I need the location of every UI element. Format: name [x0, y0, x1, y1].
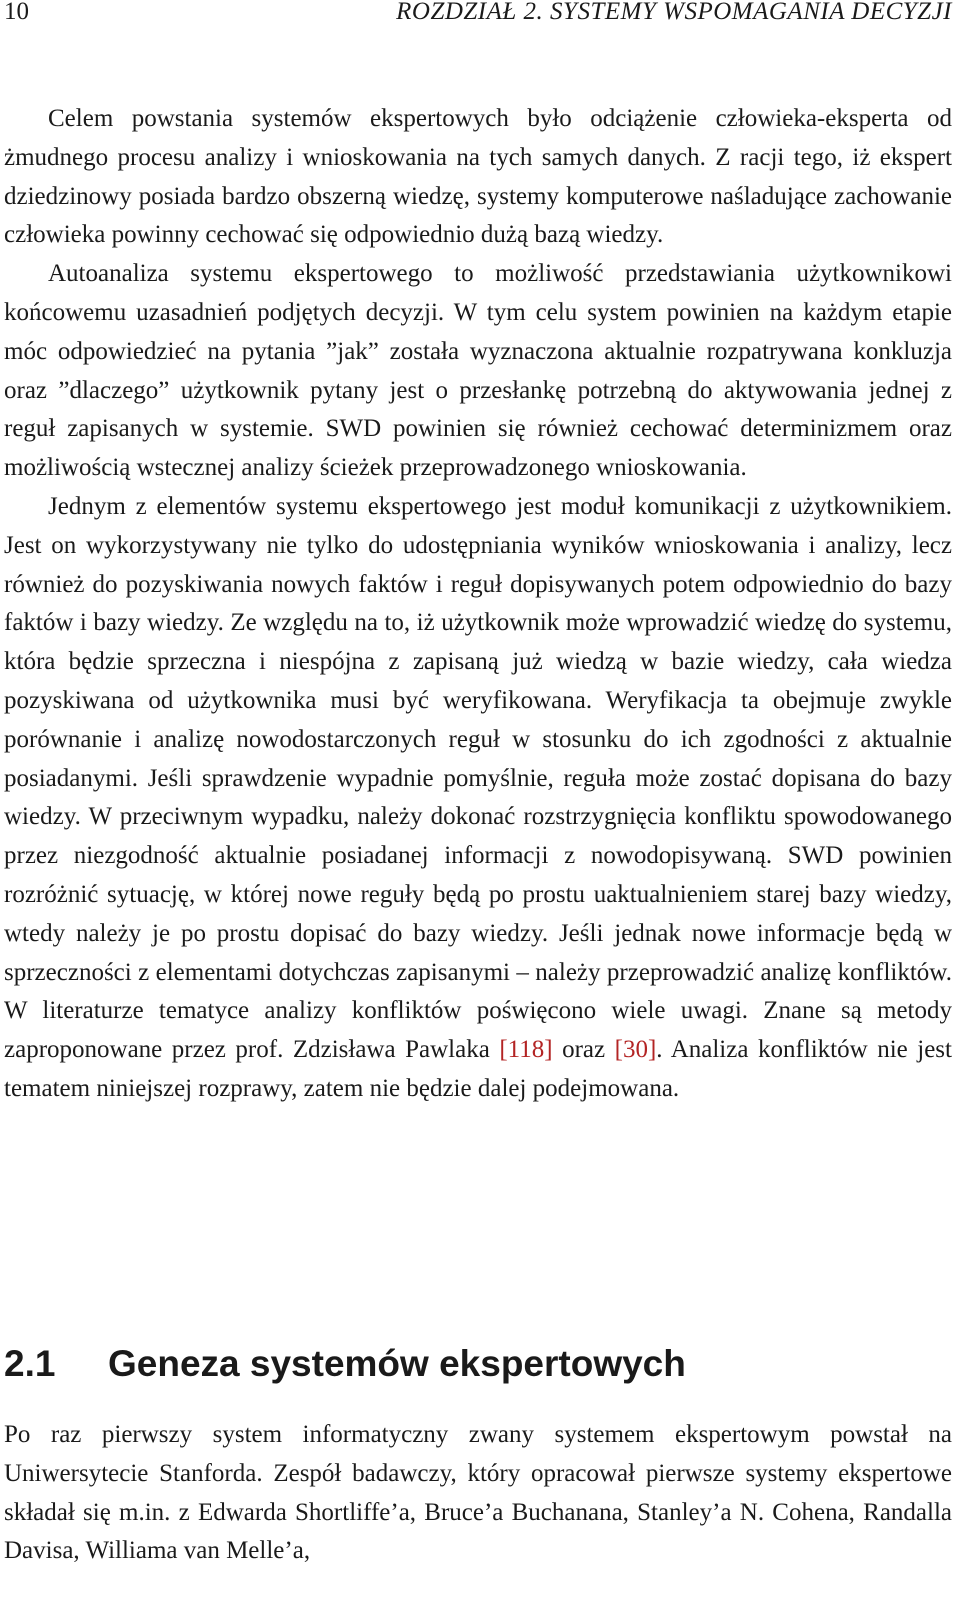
paragraph-self-analysis: Autoanaliza systemu ekspertowego to możliwość przedstawiania użytkownikowi końcowemu uzasadnień podjętych decyzji. W tym celu system powinien na każdym etapie móc odpowiedzieć na pytania ”jak” została wyznaczona aktualnie rozpatrywana konkluzja oraz ”dlaczego” użytkownik pytany jest o przesłankę potrzebną do aktywowania jednej z reguł zapisanych w systemie. SWD powinien się również cechować determinizmem oraz możliwością wstecznej analizy ścieżek przeprowadzonego wnioskowania. — [4, 260, 952, 482]
citation-link-118[interactable]: [118] — [499, 1036, 553, 1064]
section-body — [4, 1416, 952, 1571]
paragraph-origin: Po raz pierwszy system informatyczny zwany systemem ekspertowym powstał na Uniwersytecie Stanforda. Zespół badawczy, który opracował pierwsze systemy ekspertowe składał się m.in. z Edwarda Shortliffe’a, Bruce’a Buchanana, Stanley’a N. Cohena, Randalla Davisa, Williama van Melle’a, — [4, 1421, 952, 1565]
section-number: 2.1 — [4, 1343, 56, 1384]
section-title: Geneza systemów ekspertowych — [108, 1343, 686, 1384]
citation-separator: oraz — [552, 1036, 615, 1064]
page-number: 10 — [4, 0, 29, 25]
citation-link-30[interactable]: [30] — [614, 1036, 657, 1064]
body-text — [4, 100, 952, 1109]
section-heading — [4, 1338, 952, 1390]
paragraph-communication-ending: . Analiza konfliktów nie jest tematem niniejszej rozprawy, zatem nie będzie dalej podejmowana. — [4, 1036, 952, 1102]
chapter-running-title: ROZDZIAŁ 2. SYSTEMY WSPOMAGANIA DECYZJI — [396, 0, 952, 25]
paragraph-expert-purpose: Celem powstania systemów ekspertowych było odciążenie człowieka-eksperta od żmudnego procesu analizy i wnioskowania na tych samych danych. Z racji tego, iż ekspert dziedzinowy posiada bardzo obszerną wiedzę, systemy komputerowe naśladujące zachowanie człowieka powinny cechować się odpowiednio dużą bazą wiedzy. — [4, 105, 952, 249]
running-header — [0, 0, 952, 32]
paragraph-communication-module — [4, 488, 952, 1109]
paragraph-communication-text: Jednym z elementów systemu ekspertowego jest moduł komunikacji z użytkownikiem. Jest on wykorzystywany nie tylko do udostępniania wyników wnioskowania i analizy, lecz również do pozyskiwania nowych faktów i reguł dopisywanych potem odpowiednio do bazy faktów i bazy wiedzy. Ze względu na to, iż użytkownik może wprowadzić wiedzę do systemu, która będzie sprzeczna i niespójna z zapisaną już wiedzą w bazie wiedzy, cała wiedza pozyskiwana od użytkownika musi być weryfikowana. Weryfikacja ta obejmuje zwykle porównanie i analizę nowodostarczonych reguł w stosunku do ich zgodności z aktualnie posiadanymi. Jeśli sprawdzenie wypadnie pomyślnie, reguła może zostać dopisana do bazy wiedzy. W przeciwnym wypadku, należy dokonać rozstrzygnięcia konfliktu spowodowanego przez niezgodność aktualnie posiadanej informacji z nowodopisywaną. SWD powinien rozróżnić sytuację, w której nowe reguły będą po prostu uaktualnieniem starej bazy wiedzy, wtedy należy je po prostu dopisać do bazy wiedzy. Jeśli jednak nowe informacje będą w sprzeczności z elementami dotychczas zapisanymi – należy przeprowadzić analizę konfliktów. W literaturze tematyce analizy konfliktów poświęcono wiele uwagi. Znane są metody zaproponowane przez prof. Zdzisława Pawlaka — [4, 492, 952, 1064]
